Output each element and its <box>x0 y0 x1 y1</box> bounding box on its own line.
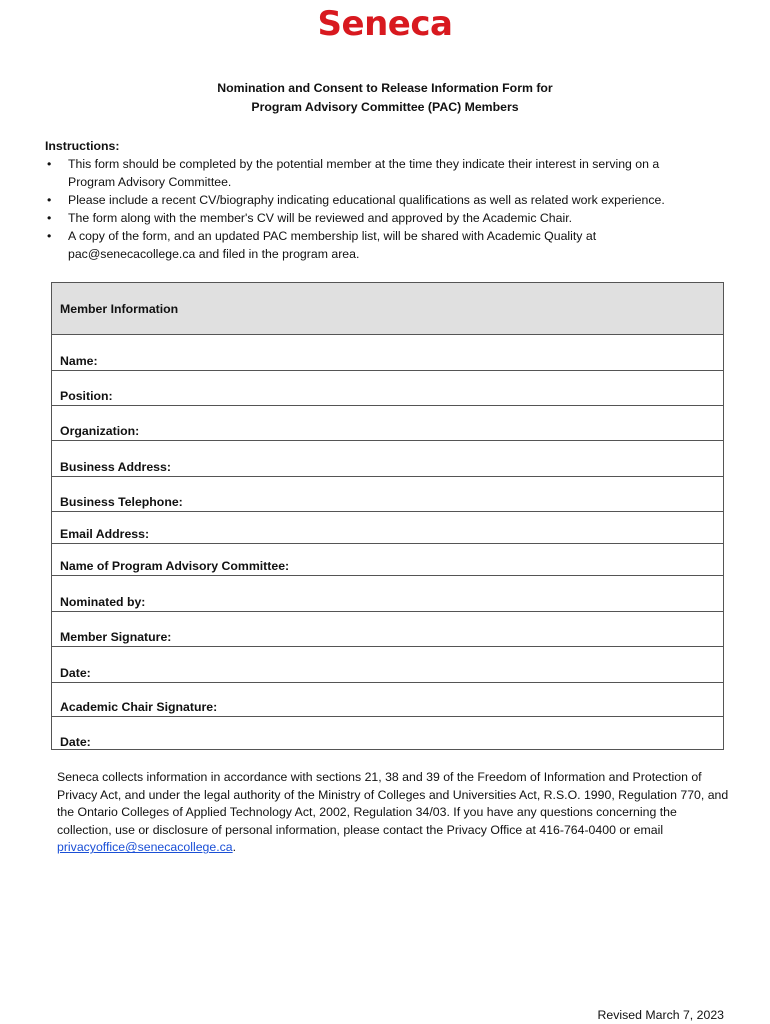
instruction-text: pac@senecacollege.ca and filed in the program area. <box>68 247 360 261</box>
field-label: Email Address: <box>60 527 150 541</box>
form-title-line-2: Program Advisory Committee (PAC) Members <box>251 100 519 114</box>
field-label: Business Address: <box>60 460 171 474</box>
field-label: Name: <box>60 354 98 368</box>
member-signature-field[interactable] <box>52 612 723 647</box>
field-label: Date: <box>60 666 91 680</box>
instruction-text: This form should be completed by the potential member at the time they indicate their interest in serving on a <box>68 157 660 171</box>
bullet-icon: • <box>47 157 52 171</box>
nominated-by-field[interactable] <box>52 576 723 612</box>
revised-date: Revised March 7, 2023 <box>597 1008 724 1022</box>
field-label: Position: <box>60 389 113 403</box>
privacy-email-link[interactable]: privacyoffice@senecacollege.ca <box>57 840 233 855</box>
privacy-suffix: . <box>232 840 237 855</box>
form-title-line-1: Nomination and Consent to Release Information Form for <box>217 81 553 95</box>
email-address-field[interactable] <box>52 512 723 544</box>
instruction-item <box>45 209 725 227</box>
bullet-icon: • <box>47 229 52 243</box>
bullet-icon: • <box>47 211 52 225</box>
field-label: Business Telephone: <box>60 495 183 509</box>
field-label: Date: <box>60 735 91 749</box>
business-telephone-field[interactable] <box>52 477 723 512</box>
instructions-heading: Instructions: <box>45 139 120 153</box>
academic-chair-date-field[interactable] <box>52 717 723 751</box>
field-label: Academic Chair Signature: <box>60 700 218 714</box>
instruction-text: The form along with the member's CV will be reviewed and approved by the Academic Chair. <box>68 211 573 225</box>
instructions-section <box>45 137 725 263</box>
seneca-logo: Seneca <box>317 4 453 44</box>
member-information-header: Member Information <box>52 283 723 335</box>
bullet-icon: • <box>47 193 52 207</box>
field-label: Nominated by: <box>60 595 146 609</box>
committee-name-field[interactable] <box>52 544 723 576</box>
business-address-field[interactable] <box>52 441 723 477</box>
academic-chair-signature-field[interactable] <box>52 683 723 717</box>
privacy-text: Seneca collects information in accordance with sections 21, 38 and 39 of the Freedom of Information and Protection of Privacy Act, and under the legal authority of the Ministry of Colleges and Universities Act, R.S.O. 1990, Regulation 770, and the Ontario Colleges of Applied Technology Act, 2002, Regulation 34/03. If you have any questions concerning the collection, use or disclosure of personal information, please contact the Privacy Office at 416-764-0400 or email <box>57 770 729 837</box>
name-field[interactable] <box>52 335 723 371</box>
instruction-item <box>45 191 725 209</box>
field-label: Organization: <box>60 424 140 438</box>
instruction-text: Please include a recent CV/biography indicating educational qualifications as well as related work experience. <box>68 193 665 207</box>
instruction-item <box>45 155 725 191</box>
member-date-field[interactable] <box>52 647 723 683</box>
instruction-text: A copy of the form, and an updated PAC membership list, will be shared with Academic Quality at <box>68 229 597 243</box>
organization-field[interactable] <box>52 406 723 441</box>
field-label: Member Signature: <box>60 630 172 644</box>
instructions-list <box>45 155 725 263</box>
privacy-notice <box>57 769 729 857</box>
position-field[interactable] <box>52 371 723 406</box>
member-information-table <box>51 282 724 750</box>
field-label: Name of Program Advisory Committee: <box>60 559 290 573</box>
form-title <box>0 79 770 117</box>
instruction-item <box>45 227 725 263</box>
instruction-text: Program Advisory Committee. <box>68 175 232 189</box>
